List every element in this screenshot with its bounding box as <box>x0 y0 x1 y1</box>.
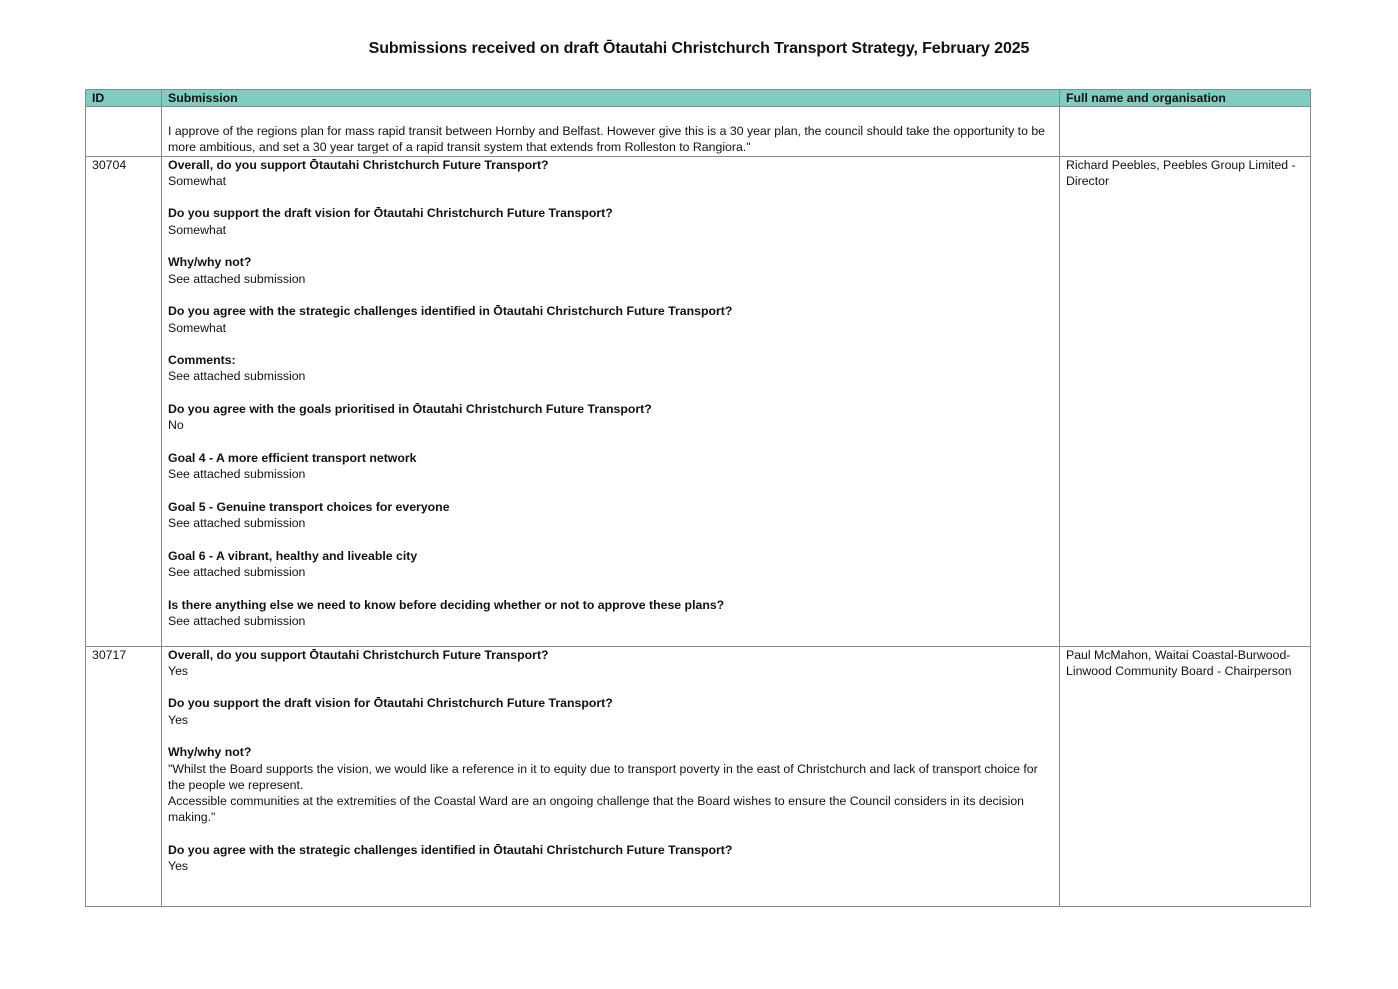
answer: See attached submission <box>168 271 306 286</box>
question: Do you agree with the strategic challenges identified in Ōtautahi Christchurch Future Transport? <box>168 843 733 858</box>
qa-item <box>168 695 1053 728</box>
page-title: Submissions received on draft Ōtautahi Christchurch Transport Strategy, February 2025 <box>368 40 1030 57</box>
answer: Somewhat <box>168 320 227 335</box>
qa-item <box>168 352 1053 385</box>
question: Goal 6 - A vibrant, healthy and liveable city <box>168 548 418 563</box>
qa-item <box>168 254 1053 287</box>
answer: Somewhat <box>168 222 227 237</box>
answer: See attached submission <box>168 369 306 384</box>
submission-continuation-text: I approve of the regions plan for mass rapid transit between Hornby and Belfast. However give this is a 30 year plan, the council should take the opportunity to be more ambitious, and set a 30 year target of a rapid transit system that extends from Rolleston to Rangiora." <box>168 124 1045 155</box>
question: Why/why not? <box>168 745 252 760</box>
answer: See attached submission <box>168 613 306 628</box>
answer: See attached submission <box>168 467 306 482</box>
submissions-table <box>85 89 1311 907</box>
cell-submission <box>162 646 1060 906</box>
cell-id <box>86 107 162 157</box>
cell-submission <box>162 107 1060 157</box>
qa-item <box>168 842 1053 875</box>
answer: Somewhat <box>168 173 227 188</box>
qa-item <box>168 744 1053 825</box>
qa-item <box>168 205 1053 238</box>
answer: "Whilst the Board supports the vision, we would like a reference in it to equity due to transport poverty in the east of Christchurch and lack of transport choice for the people we represent. Accessible communities at the extremities of the Coastal Ward are an ongoing challenge that the Board wishes to ensure the Council considers in its decision making." <box>168 761 1038 825</box>
qa-item <box>168 647 1053 680</box>
question: Is there anything else we need to know before deciding whether or not to approve these plans? <box>168 597 725 612</box>
answer: See attached submission <box>168 565 306 580</box>
header-submission: Submission <box>162 90 1060 107</box>
answer: Yes <box>168 712 189 727</box>
qa-item <box>168 499 1053 532</box>
question: Comments: <box>168 353 236 368</box>
question: Why/why not? <box>168 255 252 270</box>
qa-item <box>168 597 1053 630</box>
cell-id: 30704 <box>86 156 162 646</box>
cell-submission <box>162 156 1060 646</box>
answer: No <box>168 418 184 433</box>
cell-id: 30717 <box>86 646 162 906</box>
table-row <box>86 107 1311 157</box>
cell-name-organisation: Richard Peebles, Peebles Group Limited - Director <box>1060 156 1311 646</box>
table-row <box>86 156 1311 646</box>
question: Goal 5 - Genuine transport choices for everyone <box>168 499 450 514</box>
answer: See attached submission <box>168 516 306 531</box>
question: Do you support the draft vision for Ōtautahi Christchurch Future Transport? <box>168 206 613 221</box>
header-name-organisation: Full name and organisation <box>1060 90 1311 107</box>
question: Overall, do you support Ōtautahi Christchurch Future Transport? <box>168 647 549 662</box>
qa-item <box>168 450 1053 483</box>
qa-item <box>168 401 1053 434</box>
question: Do you agree with the strategic challenges identified in Ōtautahi Christchurch Future Transport? <box>168 304 733 319</box>
cell-name-organisation: Paul McMahon, Waitai Coastal-Burwood-Linwood Community Board - Chairperson <box>1060 646 1311 906</box>
table-row <box>86 646 1311 906</box>
question: Overall, do you support Ōtautahi Christchurch Future Transport? <box>168 157 549 172</box>
qa-item <box>168 303 1053 336</box>
question: Do you support the draft vision for Ōtautahi Christchurch Future Transport? <box>168 696 613 711</box>
answer: Yes <box>168 663 189 678</box>
question: Do you agree with the goals prioritised in Ōtautahi Christchurch Future Transport? <box>168 402 652 417</box>
header-id: ID <box>86 90 162 107</box>
answer: Yes <box>168 859 189 874</box>
cell-name-organisation <box>1060 107 1311 157</box>
table-header-row <box>86 90 1311 107</box>
qa-item <box>168 157 1053 190</box>
question: Goal 4 - A more efficient transport network <box>168 450 417 465</box>
qa-item <box>168 548 1053 581</box>
